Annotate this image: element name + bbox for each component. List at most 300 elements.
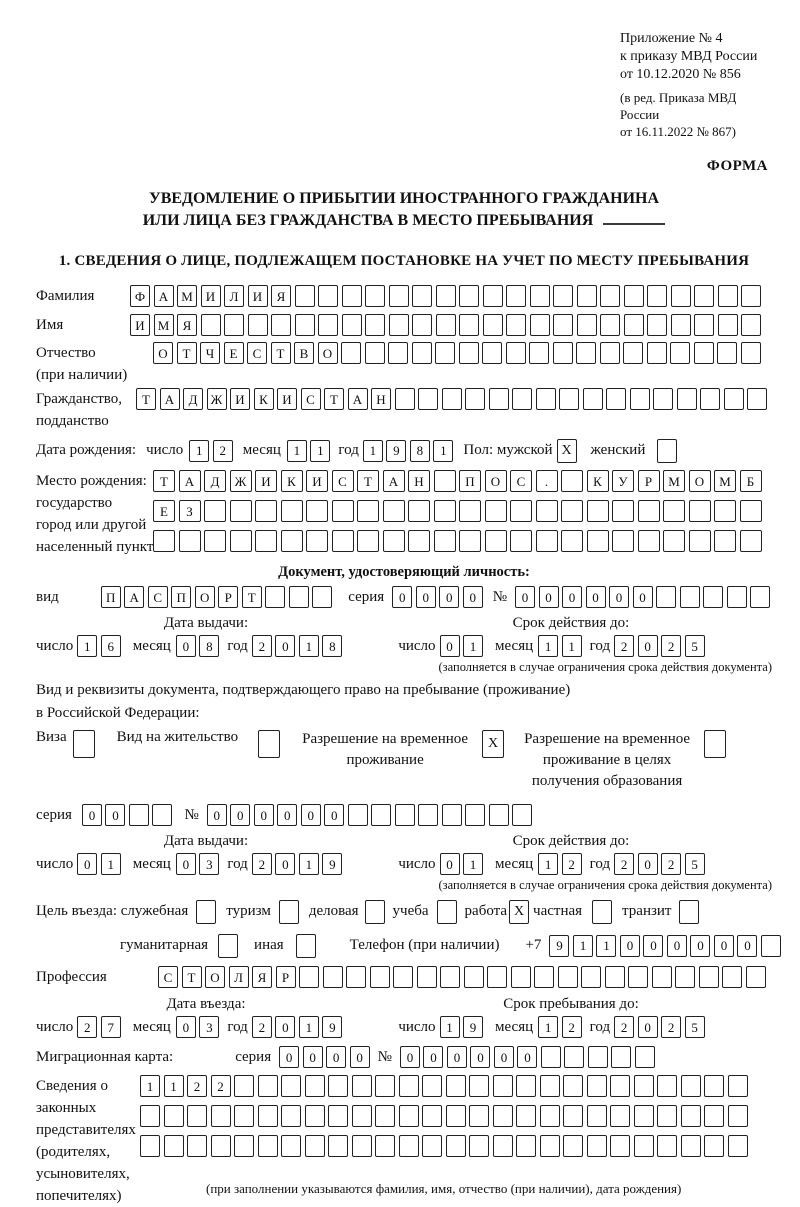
char-cell-filled[interactable]: А	[348, 388, 368, 410]
char-cell-filled[interactable]: Т	[324, 388, 344, 410]
char-cell-empty[interactable]	[164, 1135, 184, 1157]
char-cell-empty[interactable]	[153, 530, 175, 552]
char-cell-empty[interactable]	[365, 314, 385, 336]
char-cell-empty[interactable]	[417, 966, 437, 988]
char-cell-empty[interactable]	[187, 1105, 207, 1127]
char-cell-empty[interactable]	[341, 342, 361, 364]
char-cell-empty[interactable]	[587, 1075, 607, 1097]
char-cell-empty[interactable]	[442, 388, 462, 410]
char-cell-empty[interactable]	[536, 500, 558, 522]
char-cell-empty[interactable]	[295, 314, 315, 336]
checkbox-empty[interactable]	[657, 439, 677, 463]
char-cell-filled[interactable]: Я	[177, 314, 197, 336]
checkbox-empty[interactable]	[218, 934, 238, 958]
char-cell-empty[interactable]	[305, 1105, 325, 1127]
char-cell-empty[interactable]	[534, 966, 554, 988]
char-cell-empty[interactable]	[305, 1135, 325, 1157]
char-cell-empty[interactable]	[634, 1075, 654, 1097]
char-cell-filled[interactable]: Т	[357, 470, 379, 492]
char-cell-filled[interactable]: 0	[690, 935, 710, 957]
char-cell-empty[interactable]	[485, 500, 507, 522]
char-cell-empty[interactable]	[612, 500, 634, 522]
char-cell-filled[interactable]: 1	[189, 440, 209, 462]
char-cell-filled[interactable]: 2	[213, 440, 233, 462]
char-cell-empty[interactable]	[383, 530, 405, 552]
char-cell-empty[interactable]	[459, 342, 479, 364]
char-cell-empty[interactable]	[493, 1135, 513, 1157]
char-cell-empty[interactable]	[563, 1105, 583, 1127]
char-cell-empty[interactable]	[512, 388, 532, 410]
char-cell-empty[interactable]	[741, 285, 761, 307]
char-cell-filled[interactable]: О	[318, 342, 338, 364]
char-cell-empty[interactable]	[418, 388, 438, 410]
char-cell-filled[interactable]: 0	[638, 635, 658, 657]
char-cell-empty[interactable]	[224, 314, 244, 336]
char-cell-filled[interactable]: 0	[586, 586, 606, 608]
char-cell-empty[interactable]	[395, 804, 415, 826]
char-cell-empty[interactable]	[728, 1075, 748, 1097]
char-cell-empty[interactable]	[717, 342, 737, 364]
checkbox-empty[interactable]	[592, 900, 612, 924]
char-cell-empty[interactable]	[446, 1075, 466, 1097]
char-cell-empty[interactable]	[493, 1075, 513, 1097]
char-cell-filled[interactable]: 2	[661, 1016, 681, 1038]
char-cell-empty[interactable]	[670, 342, 690, 364]
char-cell-filled[interactable]: 5	[685, 635, 705, 657]
char-cell-empty[interactable]	[375, 1135, 395, 1157]
checkbox-empty[interactable]	[704, 730, 726, 758]
char-cell-filled[interactable]: Т	[136, 388, 156, 410]
char-cell-empty[interactable]	[680, 586, 700, 608]
char-cell-empty[interactable]	[422, 1105, 442, 1127]
char-cell-empty[interactable]	[318, 285, 338, 307]
char-cell-empty[interactable]	[357, 530, 379, 552]
char-cell-empty[interactable]	[483, 314, 503, 336]
char-cell-filled[interactable]: П	[459, 470, 481, 492]
char-cell-empty[interactable]	[740, 530, 762, 552]
char-cell-empty[interactable]	[328, 1135, 348, 1157]
char-cell-empty[interactable]	[722, 966, 742, 988]
checkbox-empty[interactable]	[365, 900, 385, 924]
char-cell-filled[interactable]: 6	[101, 635, 121, 657]
char-cell-empty[interactable]	[718, 314, 738, 336]
char-cell-empty[interactable]	[234, 1105, 254, 1127]
char-cell-filled[interactable]: 0	[633, 586, 653, 608]
char-cell-empty[interactable]	[459, 530, 481, 552]
char-cell-empty[interactable]	[375, 1075, 395, 1097]
char-cell-filled[interactable]: Ф	[130, 285, 150, 307]
char-cell-filled[interactable]: Н	[371, 388, 391, 410]
char-cell-empty[interactable]	[510, 500, 532, 522]
char-cell-filled[interactable]: 1	[440, 1016, 460, 1038]
char-cell-empty[interactable]	[393, 966, 413, 988]
char-cell-filled[interactable]: П	[101, 586, 121, 608]
char-cell-filled[interactable]: Р	[638, 470, 660, 492]
char-cell-filled[interactable]: 2	[211, 1075, 231, 1097]
char-cell-filled[interactable]: И	[201, 285, 221, 307]
char-cell-filled[interactable]: О	[205, 966, 225, 988]
char-cell-empty[interactable]	[255, 530, 277, 552]
char-cell-empty[interactable]	[434, 470, 456, 492]
char-cell-empty[interactable]	[605, 966, 625, 988]
char-cell-empty[interactable]	[289, 586, 309, 608]
char-cell-empty[interactable]	[482, 342, 502, 364]
char-cell-empty[interactable]	[179, 530, 201, 552]
char-cell-empty[interactable]	[357, 500, 379, 522]
char-cell-filled[interactable]: 0	[423, 1046, 443, 1068]
char-cell-filled[interactable]: А	[179, 470, 201, 492]
char-cell-filled[interactable]: Р	[276, 966, 296, 988]
char-cell-filled[interactable]: 9	[322, 853, 342, 875]
char-cell-filled[interactable]: 1	[433, 440, 453, 462]
char-cell-empty[interactable]	[204, 530, 226, 552]
char-cell-empty[interactable]	[281, 530, 303, 552]
char-cell-filled[interactable]: М	[663, 470, 685, 492]
char-cell-filled[interactable]: Т	[182, 966, 202, 988]
char-cell-filled[interactable]: 0	[447, 1046, 467, 1068]
char-cell-filled[interactable]: 0	[275, 1016, 295, 1038]
char-cell-filled[interactable]: 1	[299, 853, 319, 875]
char-cell-empty[interactable]	[271, 314, 291, 336]
char-cell-filled[interactable]: 0	[277, 804, 297, 826]
char-cell-filled[interactable]: К	[254, 388, 274, 410]
char-cell-filled[interactable]: 2	[252, 853, 272, 875]
char-cell-filled[interactable]: 0	[254, 804, 274, 826]
char-cell-empty[interactable]	[506, 342, 526, 364]
char-cell-filled[interactable]: 0	[440, 635, 460, 657]
char-cell-empty[interactable]	[541, 1046, 561, 1068]
char-cell-empty[interactable]	[671, 314, 691, 336]
char-cell-filled[interactable]: 0	[463, 586, 483, 608]
char-cell-empty[interactable]	[211, 1105, 231, 1127]
char-cell-filled[interactable]: 0	[400, 1046, 420, 1068]
char-cell-filled[interactable]: С	[301, 388, 321, 410]
char-cell-empty[interactable]	[577, 314, 597, 336]
char-cell-empty[interactable]	[483, 285, 503, 307]
char-cell-empty[interactable]	[493, 1105, 513, 1127]
char-cell-empty[interactable]	[312, 586, 332, 608]
char-cell-filled[interactable]: 0	[207, 804, 227, 826]
char-cell-empty[interactable]	[704, 1135, 724, 1157]
char-cell-empty[interactable]	[677, 388, 697, 410]
char-cell-empty[interactable]	[747, 388, 767, 410]
char-cell-filled[interactable]: 0	[714, 935, 734, 957]
char-cell-filled[interactable]: О	[153, 342, 173, 364]
checkbox-empty[interactable]	[296, 934, 316, 958]
char-cell-empty[interactable]	[412, 285, 432, 307]
char-cell-filled[interactable]: 2	[562, 1016, 582, 1038]
char-cell-empty[interactable]	[564, 1046, 584, 1068]
char-cell-empty[interactable]	[434, 500, 456, 522]
char-cell-empty[interactable]	[352, 1075, 372, 1097]
char-cell-filled[interactable]: 1	[538, 1016, 558, 1038]
char-cell-filled[interactable]: 2	[252, 635, 272, 657]
checkbox-checked[interactable]: X	[557, 439, 577, 463]
char-cell-empty[interactable]	[512, 804, 532, 826]
char-cell-filled[interactable]: У	[612, 470, 634, 492]
char-cell-empty[interactable]	[164, 1105, 184, 1127]
char-cell-empty[interactable]	[328, 1075, 348, 1097]
char-cell-filled[interactable]: 9	[386, 440, 406, 462]
char-cell-empty[interactable]	[323, 966, 343, 988]
char-cell-empty[interactable]	[459, 500, 481, 522]
char-cell-filled[interactable]: 2	[77, 1016, 97, 1038]
char-cell-filled[interactable]: 9	[549, 935, 569, 957]
char-cell-empty[interactable]	[728, 1135, 748, 1157]
char-cell-filled[interactable]: Е	[224, 342, 244, 364]
char-cell-empty[interactable]	[489, 388, 509, 410]
char-cell-empty[interactable]	[332, 530, 354, 552]
checkbox-empty[interactable]	[437, 900, 457, 924]
char-cell-empty[interactable]	[516, 1135, 536, 1157]
char-cell-empty[interactable]	[365, 342, 385, 364]
checkbox-checked[interactable]: X	[509, 900, 529, 924]
char-cell-empty[interactable]	[255, 500, 277, 522]
char-cell-filled[interactable]: 0	[494, 1046, 514, 1068]
char-cell-filled[interactable]: 0	[176, 853, 196, 875]
char-cell-filled[interactable]: 1	[562, 635, 582, 657]
char-cell-empty[interactable]	[635, 1046, 655, 1068]
char-cell-empty[interactable]	[610, 1135, 630, 1157]
checkbox-empty[interactable]	[279, 900, 299, 924]
char-cell-filled[interactable]: С	[247, 342, 267, 364]
char-cell-empty[interactable]	[663, 500, 685, 522]
char-cell-empty[interactable]	[440, 966, 460, 988]
char-cell-filled[interactable]: 1	[164, 1075, 184, 1097]
char-cell-empty[interactable]	[485, 530, 507, 552]
char-cell-empty[interactable]	[281, 1105, 301, 1127]
char-cell-empty[interactable]	[370, 966, 390, 988]
char-cell-filled[interactable]: 0	[324, 804, 344, 826]
char-cell-filled[interactable]: 2	[614, 635, 634, 657]
char-cell-empty[interactable]	[624, 285, 644, 307]
char-cell-filled[interactable]: 1	[538, 635, 558, 657]
char-cell-empty[interactable]	[459, 285, 479, 307]
char-cell-empty[interactable]	[727, 586, 747, 608]
checkbox-empty[interactable]	[679, 900, 699, 924]
char-cell-filled[interactable]: 2	[661, 635, 681, 657]
char-cell-empty[interactable]	[561, 470, 583, 492]
char-cell-filled[interactable]: 2	[661, 853, 681, 875]
char-cell-empty[interactable]	[281, 1135, 301, 1157]
char-cell-empty[interactable]	[230, 500, 252, 522]
char-cell-filled[interactable]: Д	[204, 470, 226, 492]
char-cell-filled[interactable]: 1	[77, 635, 97, 657]
char-cell-empty[interactable]	[634, 1135, 654, 1157]
char-cell-empty[interactable]	[563, 1135, 583, 1157]
char-cell-filled[interactable]: 0	[105, 804, 125, 826]
char-cell-empty[interactable]	[663, 530, 685, 552]
char-cell-empty[interactable]	[612, 530, 634, 552]
char-cell-empty[interactable]	[388, 342, 408, 364]
char-cell-empty[interactable]	[553, 285, 573, 307]
char-cell-empty[interactable]	[600, 285, 620, 307]
char-cell-filled[interactable]: 0	[517, 1046, 537, 1068]
char-cell-filled[interactable]: 2	[187, 1075, 207, 1097]
char-cell-filled[interactable]: В	[294, 342, 314, 364]
char-cell-filled[interactable]: 0	[638, 853, 658, 875]
char-cell-empty[interactable]	[511, 966, 531, 988]
char-cell-filled[interactable]: 0	[620, 935, 640, 957]
char-cell-filled[interactable]: Т	[242, 586, 262, 608]
char-cell-empty[interactable]	[714, 530, 736, 552]
char-cell-empty[interactable]	[581, 966, 601, 988]
char-cell-filled[interactable]: .	[536, 470, 558, 492]
char-cell-filled[interactable]: 8	[410, 440, 430, 462]
char-cell-empty[interactable]	[399, 1105, 419, 1127]
char-cell-empty[interactable]	[647, 314, 667, 336]
char-cell-empty[interactable]	[694, 342, 714, 364]
char-cell-empty[interactable]	[140, 1105, 160, 1127]
char-cell-empty[interactable]	[352, 1135, 372, 1157]
char-cell-empty[interactable]	[459, 314, 479, 336]
char-cell-empty[interactable]	[510, 530, 532, 552]
char-cell-empty[interactable]	[587, 1135, 607, 1157]
char-cell-filled[interactable]: 0	[77, 853, 97, 875]
char-cell-filled[interactable]: И	[248, 285, 268, 307]
char-cell-empty[interactable]	[628, 966, 648, 988]
char-cell-empty[interactable]	[234, 1075, 254, 1097]
char-cell-filled[interactable]: 1	[463, 635, 483, 657]
char-cell-empty[interactable]	[728, 1105, 748, 1127]
char-cell-filled[interactable]: Ч	[200, 342, 220, 364]
char-cell-filled[interactable]: 0	[176, 635, 196, 657]
char-cell-filled[interactable]: 2	[252, 1016, 272, 1038]
char-cell-filled[interactable]: Л	[224, 285, 244, 307]
char-cell-filled[interactable]: 0	[643, 935, 663, 957]
char-cell-empty[interactable]	[624, 314, 644, 336]
char-cell-empty[interactable]	[465, 388, 485, 410]
char-cell-empty[interactable]	[718, 285, 738, 307]
char-cell-filled[interactable]: И	[277, 388, 297, 410]
char-cell-empty[interactable]	[201, 314, 221, 336]
char-cell-filled[interactable]: И	[130, 314, 150, 336]
char-cell-filled[interactable]: И	[230, 388, 250, 410]
char-cell-filled[interactable]: 0	[562, 586, 582, 608]
char-cell-filled[interactable]: С	[332, 470, 354, 492]
char-cell-filled[interactable]: 1	[310, 440, 330, 462]
char-cell-filled[interactable]: Ж	[230, 470, 252, 492]
char-cell-empty[interactable]	[610, 1105, 630, 1127]
char-cell-empty[interactable]	[412, 314, 432, 336]
char-cell-empty[interactable]	[299, 966, 319, 988]
char-cell-filled[interactable]: 0	[301, 804, 321, 826]
char-cell-empty[interactable]	[657, 1105, 677, 1127]
char-cell-empty[interactable]	[606, 388, 626, 410]
char-cell-filled[interactable]: И	[306, 470, 328, 492]
char-cell-empty[interactable]	[435, 342, 455, 364]
char-cell-empty[interactable]	[436, 285, 456, 307]
char-cell-filled[interactable]: 3	[199, 853, 219, 875]
char-cell-filled[interactable]: Т	[153, 470, 175, 492]
char-cell-empty[interactable]	[694, 314, 714, 336]
char-cell-empty[interactable]	[558, 966, 578, 988]
char-cell-empty[interactable]	[446, 1105, 466, 1127]
char-cell-filled[interactable]: 2	[562, 853, 582, 875]
char-cell-filled[interactable]: 0	[279, 1046, 299, 1068]
char-cell-filled[interactable]: 0	[737, 935, 757, 957]
char-cell-empty[interactable]	[516, 1105, 536, 1127]
char-cell-filled[interactable]: 0	[392, 586, 412, 608]
char-cell-empty[interactable]	[563, 1075, 583, 1097]
char-cell-empty[interactable]	[671, 285, 691, 307]
char-cell-empty[interactable]	[389, 285, 409, 307]
char-cell-empty[interactable]	[395, 388, 415, 410]
char-cell-empty[interactable]	[399, 1135, 419, 1157]
char-cell-empty[interactable]	[211, 1135, 231, 1157]
char-cell-filled[interactable]: П	[171, 586, 191, 608]
char-cell-empty[interactable]	[530, 285, 550, 307]
char-cell-empty[interactable]	[422, 1135, 442, 1157]
char-cell-empty[interactable]	[465, 804, 485, 826]
char-cell-empty[interactable]	[506, 285, 526, 307]
char-cell-empty[interactable]	[561, 500, 583, 522]
char-cell-filled[interactable]: З	[179, 500, 201, 522]
char-cell-empty[interactable]	[689, 530, 711, 552]
char-cell-empty[interactable]	[446, 1135, 466, 1157]
char-cell-filled[interactable]: А	[160, 388, 180, 410]
char-cell-empty[interactable]	[577, 285, 597, 307]
char-cell-empty[interactable]	[506, 314, 526, 336]
char-cell-filled[interactable]: С	[158, 966, 178, 988]
char-cell-filled[interactable]: 1	[140, 1075, 160, 1097]
char-cell-empty[interactable]	[587, 1105, 607, 1127]
char-cell-filled[interactable]: К	[587, 470, 609, 492]
char-cell-empty[interactable]	[487, 966, 507, 988]
char-cell-empty[interactable]	[408, 530, 430, 552]
char-cell-filled[interactable]: С	[510, 470, 532, 492]
char-cell-empty[interactable]	[342, 285, 362, 307]
char-cell-filled[interactable]: 0	[82, 804, 102, 826]
char-cell-empty[interactable]	[681, 1135, 701, 1157]
char-cell-empty[interactable]	[375, 1105, 395, 1127]
char-cell-filled[interactable]: 0	[515, 586, 535, 608]
char-cell-filled[interactable]: 1	[101, 853, 121, 875]
char-cell-filled[interactable]: 0	[303, 1046, 323, 1068]
char-cell-empty[interactable]	[714, 500, 736, 522]
char-cell-empty[interactable]	[418, 804, 438, 826]
char-cell-empty[interactable]	[741, 342, 761, 364]
char-cell-empty[interactable]	[634, 1105, 654, 1127]
char-cell-filled[interactable]: Т	[177, 342, 197, 364]
char-cell-empty[interactable]	[703, 586, 723, 608]
char-cell-empty[interactable]	[530, 314, 550, 336]
char-cell-empty[interactable]	[681, 1105, 701, 1127]
char-cell-filled[interactable]: Р	[218, 586, 238, 608]
char-cell-empty[interactable]	[422, 1075, 442, 1097]
char-cell-filled[interactable]: 7	[101, 1016, 121, 1038]
char-cell-filled[interactable]: 2	[614, 853, 634, 875]
checkbox-checked[interactable]: X	[482, 730, 504, 758]
char-cell-empty[interactable]	[647, 285, 667, 307]
char-cell-filled[interactable]: М	[177, 285, 197, 307]
char-cell-empty[interactable]	[332, 500, 354, 522]
char-cell-filled[interactable]: М	[154, 314, 174, 336]
char-cell-empty[interactable]	[704, 1075, 724, 1097]
char-cell-empty[interactable]	[346, 966, 366, 988]
char-cell-filled[interactable]: 1	[463, 853, 483, 875]
char-cell-empty[interactable]	[129, 804, 149, 826]
char-cell-filled[interactable]: 1	[299, 1016, 319, 1038]
char-cell-filled[interactable]: 0	[439, 586, 459, 608]
char-cell-empty[interactable]	[610, 1075, 630, 1097]
char-cell-empty[interactable]	[647, 342, 667, 364]
checkbox-empty[interactable]	[258, 730, 280, 758]
char-cell-empty[interactable]	[516, 1075, 536, 1097]
char-cell-empty[interactable]	[540, 1075, 560, 1097]
char-cell-filled[interactable]: 8	[199, 635, 219, 657]
char-cell-empty[interactable]	[657, 1135, 677, 1157]
